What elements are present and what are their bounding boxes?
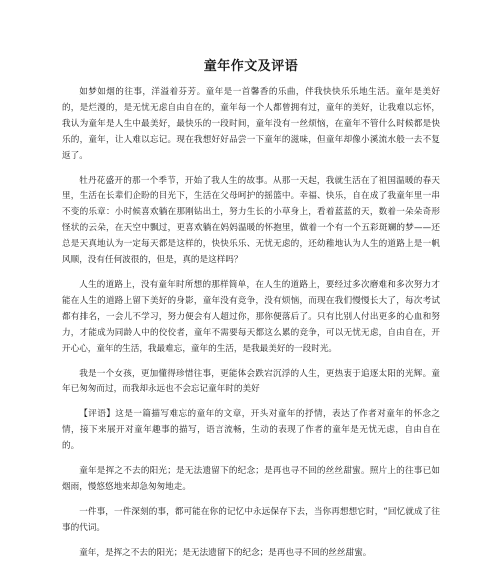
paragraph: 如梦如烟的往事，洋溢着芬芳。童年是一首馨香的乐曲，伴我快快乐乐地生活。童年是美好的，是烂漫的，是无忧无虑自由自在的，童年每一个人都曾拥有过，童年的美好，让我难以忘怀，我认为童年是人生中最美好，最快乐的一段时间，童年没有一丝烦恼，在童年不管什么时候都是快乐的，童年，让人难以忘记。现在我想好好品尝一下童年的滋味，但童年却像小溪流水般一去不复返了。 [62, 87, 440, 161]
paragraph: 我是一个女孩，更加懂得珍惜往事，更能体会跌宕沉浮的人生，更热衷于追逐太阳的光辉。童年已匆匆而过，而我却永远也不会忘记童年时的美好 [62, 368, 440, 395]
article-body [62, 85, 440, 562]
paragraph: 童年是挥之不去的阳光；是无法遗留下的纪念；是再也寻不回的丝丝甜蜜。照片上的往事已如烟雨，慢悠悠地来却急匆匆地走。 [62, 466, 440, 492]
paragraph: 牡丹花盛开的那一个季节，开始了我人生的故事。从那一天起，我就生活在了祖国温暖的春天里，生活在长辈们企盼的目光下，生活在父母呵护的摇篮中。幸福、快乐，自在成了我童年里一串不变的乐章：小时候喜欢躺在那刚钻出土，努力生长的小草身上，看着蓝蓝的天，数着一朵朵奇形怪状的云朵，在天空中飘过，更喜欢躺在妈妈温暖的怀抱里，做着一个有一个五彩斑斓的梦——还总是天真地认为一定每天都是这样的，快快乐乐、无忧无虑的，还幼稚地认为人生的道路上是一帆风顺，没有任何波很的，但是，真的是这样吗？ [62, 175, 440, 266]
paragraph: 人生的道路上，没有童年时所想的那样简单，在人生的道路上，要经过多次磨难和多次努力才能在人生的道路上留下美好的身影，童年没有竞争，没有烦恼，而现在我们慢慢长大了，每次考试都有排名，一会儿不学习，努力便会有人超过你，那你便落后了。只有比别人付出更多的心血和努力，才能成为同龄人中的佼佼者，童年不需要每天都这么累的竞争，可以无忧无虑，自由自在，开开心心，童年的生活，我最难忘，童年的生活，是我最美好的一段时光。 [62, 279, 440, 354]
paragraph: 一件事，一件深刻的事，都可能在你的记忆中永远保存下去，当你再想想它时，“回忆就成了往事的代词。 [62, 506, 440, 533]
paragraph: 童年，是挥之不去的阳光；是无法遗留下的纪念；是再也寻不回的丝丝甜蜜。 [79, 547, 372, 558]
comment-paragraph: 【评语】这是一篇描写难忘的童年的文章，开头对童年的抒情，表达了作者对童年的怀念之情，接下来展开对童年趣事的描写，语言流畅，生动的表现了作者的童年是无忧无虑，自由自在的。 [62, 409, 440, 452]
document-title: 童年作文及评语 [203, 59, 299, 74]
